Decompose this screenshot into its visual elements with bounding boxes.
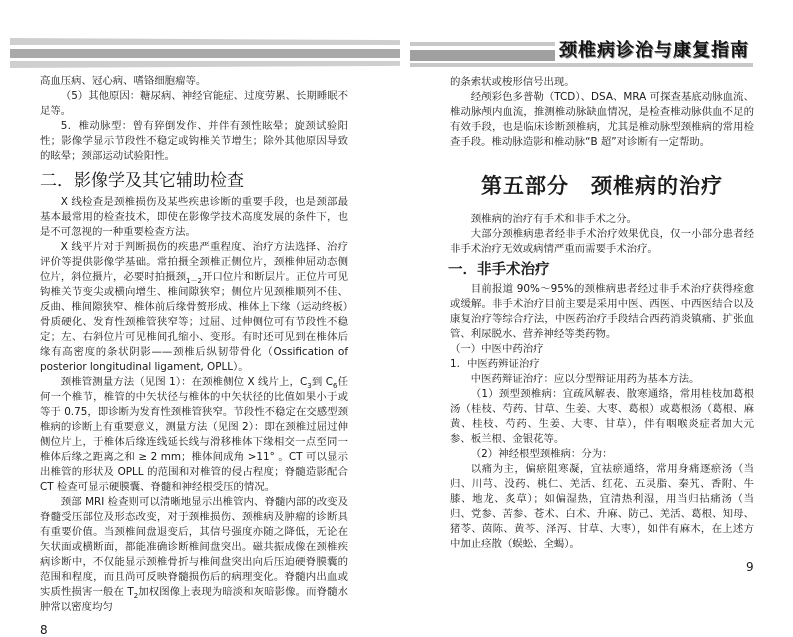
paragraph: 高血压病、冠心病、嗜铬细胞瘤等。	[40, 75, 207, 87]
subheading: （一）中医中药治疗	[450, 343, 544, 355]
subheading: 1．中医药辨证治疗	[450, 358, 540, 370]
section-heading: 一．非手术治疗	[448, 262, 550, 278]
paragraph: 以痛为主，偏瘀阻寒凝，宜祛瘀通络，常用身痛逐瘀汤（当归、川芎、没药、桃仁、羌活、红花、五灵脂、秦艽、香附、牛膝、地龙、炙草）；如偏湿热，宜清热利湿，用当归拈痛汤（当归、党参、苦参、苍术、白术、升麻、防己、羌活、葛根、知母、猪苓、茵陈、黄芩、泽泻、甘草、大枣），如伴有麻木，在上述方中加止痉散（蜈蚣、全蝎）。	[450, 463, 754, 550]
header-stripe	[10, 61, 400, 68]
text: 颈部 MRI 检查则可以清晰地显示出椎管内、脊髓内部的改变及脊髓受压部位及形态改变，对于颈椎损伤、颈椎病及肿瘤的诊断具有重要价值。当颈椎间盘退变后，其信号强度亦随之降低，无论在矢状面或横断面，都能准确诊断椎间盘突出。磁共振成像在颈椎疾病诊断中，不仅能显示颈椎骨折与椎间盘突出向后压迫硬脊膜囊的范围和程度，而且尚可反映脊髓损伤后的病理变化。脊髓内出血或实质性损害一般在 T	[40, 496, 348, 598]
section-heading: 二．影像学及其它辅助检查	[40, 171, 244, 191]
left-page	[40, 74, 348, 615]
paragraph: X 线检查是颈椎损伤及某些疾患诊断的重要手段，也是颈部最基本最常用的检查技术，即使在影像学技术高度发展的条件下，也是不可忽视的一种重要检查方法。	[40, 196, 348, 238]
paragraph: 中医药辩证治疗：应以分型辩证用药为基本方法。	[470, 373, 700, 385]
paragraph: 大部分颈椎病患者经非手术治疗效果优良，仅一小部分患者经非手术治疗无效或病情严重而需要手术治疗。	[450, 228, 754, 255]
paragraph	[40, 495, 348, 615]
right-page	[450, 75, 754, 552]
part-title: 第五部分 颈椎病的治疗	[481, 173, 723, 198]
subscript: 2	[133, 592, 139, 601]
header-stripe	[410, 63, 753, 67]
subscript: 3	[307, 382, 312, 391]
paragraph	[40, 375, 348, 495]
paragraph: 目前报道 90%～95%的颈椎病患者经过非手术治疗获得痊愈或缓解。非手术治疗目前主要是采用中医、西医、中西医结合以及康复治疗等综合疗法，中医药治疗手段结合西药消炎镇痛、扩张血管、利尿脱水、营养神经等类药物。	[450, 283, 754, 340]
text: 颈椎管测量方法（见图 1）：在颈椎侧位 X 线片上，C	[60, 376, 308, 388]
paragraph: 经颅彩色多普勒（TCD）、DSA、MRA 可探查基底动脉血流、椎动脉颅内血流，推测椎动脉缺血情况，是检查椎动脉供血不足的有效手段，也是临床诊断颈椎病，尤其是椎动脉型颈椎病的常用检查手段。椎动脉造影和椎动脉“B 超”对诊断有一定帮助。	[450, 91, 754, 148]
subscript: 6	[333, 382, 338, 391]
text: 到 C	[311, 376, 334, 388]
paragraph: 5．椎动脉型：曾有猝倒发作、并伴有颈性眩晕；旋颈试验阳性；影像学显示节段性不稳定或钩椎关节增生；除外其他原因导致的眩晕；颈部运动试验阳性。	[40, 120, 348, 162]
paragraph: 的条索状或梭形信号出现。	[450, 76, 575, 88]
text: 开口位片和断层片。正位片可见钩椎关节变尖或横向增生、椎间隙狭窄；侧位片见颈椎顺列不佳、反曲、椎间隙狭窄、椎体前后缘骨赘形成、椎体上下缘（运动终板）骨质硬化、发育性颈椎管狭窄等；过屈、过伸侧位可有节段性不稳定；左、右斜位片可见椎间孔缩小、变形。有时还可见到在椎体后缘有高密度的条状阴影——颈椎后纵韧带骨化（Ossification of posterior longitudinal ligament, OPLL）。	[40, 271, 349, 373]
book-title: 颈椎病诊治与康复指南	[555, 36, 753, 62]
paragraph: （2）神经根型颈椎病：分为：	[470, 448, 613, 460]
text: 加权图像上表现为暗淡和灰暗影像。而脊髓水肿常以密度均匀	[40, 586, 348, 613]
text: X 线平片对于判断损伤的疾患严重程度、治疗方法选择、治疗评价等提供影像学基础。常拍摄全颈椎正侧位片，颈椎伸屈动态侧位片，斜位摄片，必要时拍摄颈	[40, 241, 348, 283]
paragraph: （1）颈型颈椎病：宜疏风解表、散寒通络，常用桂枝加葛根汤（桂枝、芍药、甘草、生姜、大枣、葛根）或葛根汤（葛根、麻黄、桂枝、芍药、生姜、大枣、甘草），伴有咽喉炎症者加大元参、板兰根、金银花等。	[450, 388, 754, 445]
text: 任何一个椎节，椎管的中矢状径与椎体的中矢状径的比值如果小于或等于 0.75，即诊断为发育性颈椎管狭窄。节段性不稳定在交感型颈椎病的诊断上有重要意义，测量方法（见图 2）：即在颈椎过屈过伸侧位片上，于椎体后缘连线延长线与滑移椎体下缘相交一点至同一椎体后缘之距离之和 ≥ 2 mm；椎体间成角 >11° 。CT 可以显示出椎管的形状及 OPLL 的范围和对椎管的侵占程度；脊髓造影配合 CT 检查可显示硬膜囊、脊髓和神经根受压的情况。	[40, 376, 348, 493]
header-stripe	[10, 38, 400, 45]
page-number: 9	[746, 560, 754, 574]
paragraph: （5）其他原因：糖尿病、神经官能症、过度劳累、长期睡眠不足等。	[40, 90, 348, 117]
subscript: 1－2	[186, 277, 202, 286]
paragraph	[40, 240, 348, 375]
paragraph: 颈椎病的治疗有手术和非手术之分。	[470, 213, 638, 225]
header-stripe	[10, 49, 400, 58]
page-number: 8	[40, 623, 48, 637]
